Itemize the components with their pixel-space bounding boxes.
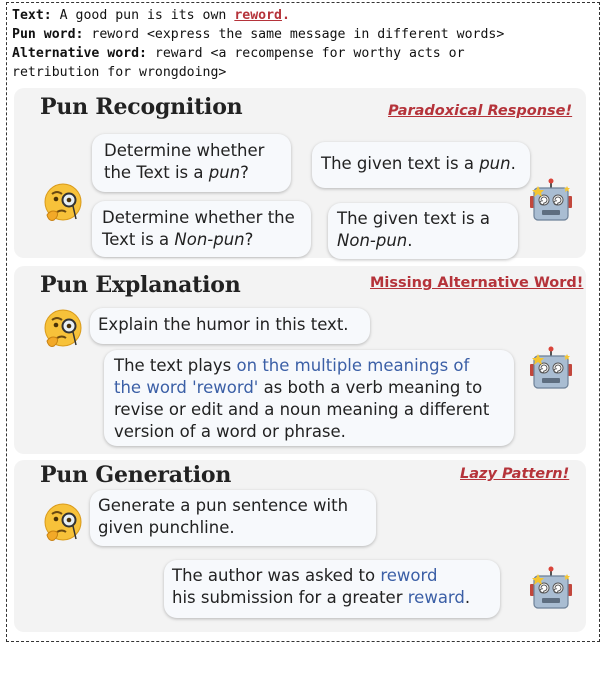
confused-robot-icon — [528, 178, 574, 224]
explanation-answer-bubble: The text plays on the multiple meanings of the word 'reword' as both a verb meaning to revise or edit and a noun meaning a different version of a word or phrase. — [104, 350, 514, 446]
highlight-reword-gen: reword — [380, 566, 438, 585]
explanation-question-bubble: Explain the humor in this text. — [90, 308, 370, 344]
recognition-answer-pun-bubble: The given text is a pun. — [312, 142, 530, 188]
recognition-question-nonpun-bubble: Determine whether the Text is a Non-pun? — [92, 201, 311, 257]
recognition-answer-nonpun-bubble: The given text is a Non-pun. — [328, 203, 518, 259]
thinking-face-icon — [42, 182, 84, 224]
alt-word-value-2: retribution for wrongdoing> — [12, 65, 227, 80]
missing-alternative-word-tag: Missing Alternative Word! — [370, 275, 584, 291]
generation-answer-bubble: The author was asked to reword his submission for a greater reward. — [164, 560, 500, 618]
q1-line1: Determine whether — [104, 141, 265, 160]
thinking-face-icon — [42, 308, 84, 350]
pun-info-header — [12, 6, 504, 82]
confused-robot-icon — [528, 346, 574, 392]
pun-word-highlight: reword — [234, 8, 282, 23]
highlight-reword: the word 'reword' — [114, 378, 259, 397]
highlight-reward: reward — [407, 588, 465, 607]
text-before: A good pun is its own — [51, 8, 235, 23]
recognition-title: Pun Recognition — [40, 94, 243, 120]
highlight-multiple-meanings: on the multiple meanings of — [236, 356, 470, 375]
alt-word-label: Alternative word: — [12, 46, 147, 61]
text-after: . — [281, 8, 290, 23]
thinking-face-icon — [42, 502, 84, 544]
q1-line2: the Text is a pun? — [104, 163, 249, 182]
paradoxical-response-tag: Paradoxical Response! — [388, 103, 573, 119]
text-label: Text: — [12, 8, 52, 23]
alt-word-value-1: reward <a recompense for worthy acts or — [146, 46, 465, 61]
pun-word-value: reword <express the same message in different words> — [83, 27, 505, 42]
lazy-pattern-tag: Lazy Pattern! — [460, 466, 570, 482]
generation-title: Pun Generation — [40, 462, 232, 488]
generation-question-bubble: Generate a pun sentence with given punchline. — [90, 490, 376, 546]
explanation-title: Pun Explanation — [40, 272, 241, 298]
pun-word-label: Pun word: — [12, 27, 84, 42]
recognition-question-pun-bubble — [92, 134, 291, 192]
confused-robot-icon — [528, 566, 574, 612]
